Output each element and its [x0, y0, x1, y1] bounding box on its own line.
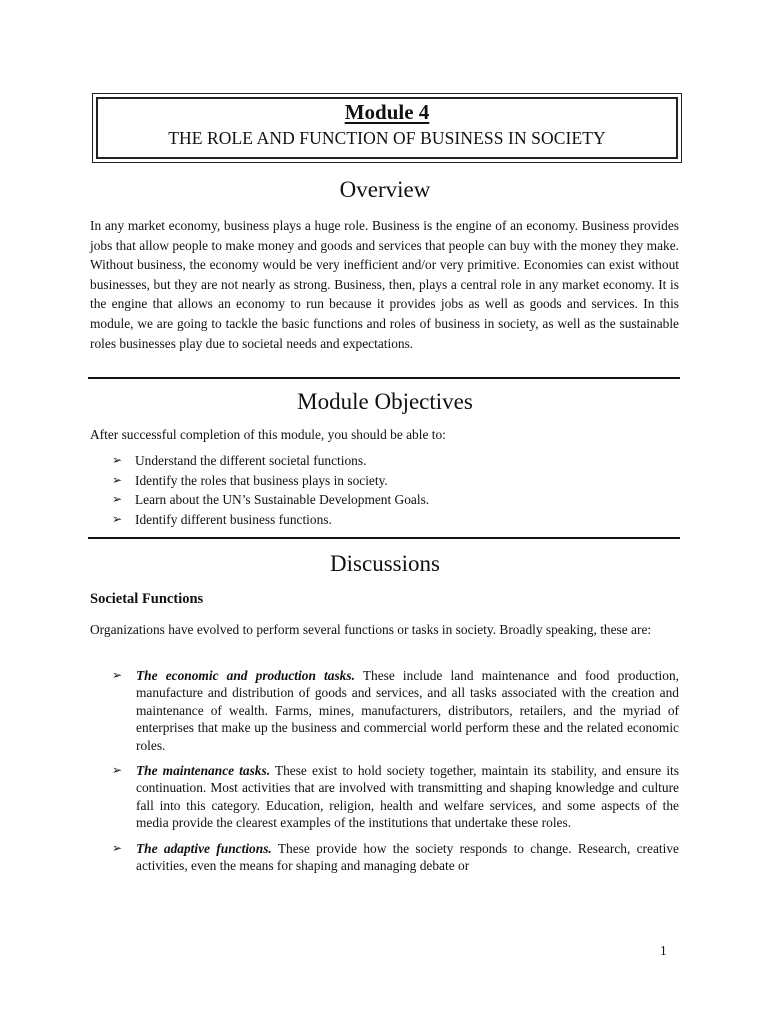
- discussions-intro: Organizations have evolved to perform several functions or tasks in society. Broadly speaking, these are:: [90, 622, 652, 637]
- tasks-list: [112, 667, 679, 882]
- objectives-intro: After successful completion of this module, you should be able to:: [90, 427, 446, 442]
- arrow-bullet-icon: ➢: [112, 511, 123, 526]
- module-subtitle: THE ROLE AND FUNCTION OF BUSINESS IN SOCIETY: [168, 128, 606, 148]
- page-number: 1: [660, 943, 667, 958]
- module-title-box: [92, 93, 682, 163]
- section-divider: [88, 537, 680, 539]
- arrow-bullet-icon: ➢: [112, 840, 123, 855]
- discussions-heading: Discussions: [330, 551, 440, 576]
- overview-paragraph: In any market economy, business plays a huge role. Business is the engine of an economy. Business provides jobs that allow people to make money and goods and services that people can buy with the money they make. Without business, the economy would be very inefficient and/or very primitive. Economies can exist without businesses, but they are not nearly as strong. Business, then, plays a central role in any market economy. It is the engine that allows an economy to run because it provides jobs as well as goods and services. In this module, we are going to tackle the basic functions and roles of business in society, as well as the sustainable roles businesses play due to societal needs and expectations.: [90, 218, 679, 351]
- arrow-bullet-icon: ➢: [112, 453, 123, 467]
- arrow-bullet-icon: ➢: [112, 472, 123, 487]
- module-title: Module 4: [344, 100, 430, 124]
- overview-heading: Overview: [339, 177, 431, 202]
- objectives-list: [112, 451, 682, 529]
- objectives-heading: Module Objectives: [297, 389, 473, 414]
- list-item: ➢ Understand the different societal functions.: [112, 451, 682, 471]
- list-item: ➢ The adaptive functions. These provide how the society responds to change. Research, creative activities, even the means for shaping and managing debate or: [112, 840, 679, 874]
- arrow-bullet-icon: ➢: [112, 492, 123, 507]
- list-item: ➢ The economic and production tasks. These include land maintenance and food production, manufacture and distribution of goods and services, and all tasks associated with the creation and maintenance of wealth. Farms, mines, manufacturers, distributors, retailers, and the myriad of enterprises that make up the business and commercial world perform these and the related economic roles.: [112, 668, 679, 753]
- societal-functions-subheading: Societal Functions: [90, 591, 204, 607]
- list-item: ➢ The maintenance tasks. These exist to hold society together, maintain its stability, and ensure its continuation. Most activities that are involved with transmitting and shaping knowledge and culture fall into this category. Education, religion, health and welfare services, and some aspects of the media provide the clearest examples of the institutions that undertake these roles.: [112, 763, 679, 831]
- arrow-bullet-icon: ➢: [112, 668, 123, 682]
- arrow-bullet-icon: ➢: [112, 763, 123, 778]
- section-divider: [88, 377, 680, 379]
- list-item: ➢ Learn about the UN’s Sustainable Development Goals.: [112, 490, 682, 510]
- list-item: ➢ Identify different business functions.: [112, 510, 682, 530]
- list-item: ➢ Identify the roles that business plays in society.: [112, 471, 682, 491]
